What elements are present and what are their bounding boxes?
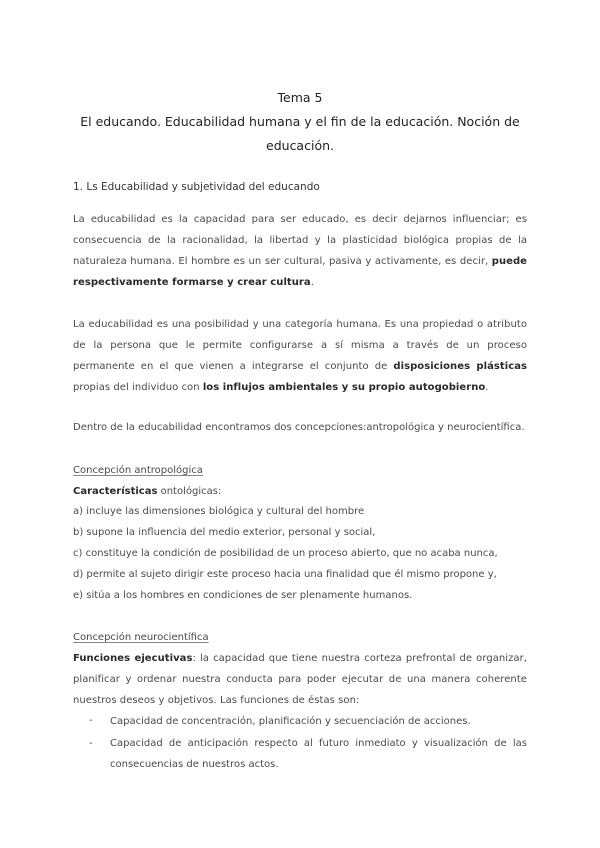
page-title-line1: El educando. Educabilidad humana y el fin de la educación. Noción de	[80, 114, 520, 129]
bullet-dash: -	[89, 715, 93, 726]
characteristics-label	[73, 486, 221, 497]
paragraph-text: : la capacidad que tiene nuestra corteza prefrontal de organizar, planificar y ordenar nuestra conducta para poder ejecutar de una manera coherente nuestros deseos y objetivos. Las funciones de éstas son:	[73, 653, 527, 706]
bullet-item: Capacidad de concentración, planificación y secuenciación de acciones.	[110, 716, 471, 727]
emphasis-text: disposiciones plásticas	[393, 361, 528, 372]
bullet-dash: -	[89, 738, 93, 749]
emphasis-text: Funciones ejecutivas	[73, 653, 193, 664]
label-rest: ontológicas:	[157, 486, 222, 497]
paragraph-text: La educabilidad es la capacidad para ser educado, es decir dejarnos influenciar; es consecuencia de la racionalidad, la libertad y la plasticidad biológica propias de la naturaleza humana. El hombre es un ser cultural, pasiva y activamente, es decir,	[73, 214, 527, 267]
list-item: d) permite al sujeto dirigir este proceso hacia una finalidad que él mismo propone y,	[73, 569, 497, 580]
page-title-line2: educación.	[266, 138, 334, 153]
topic-number: Tema 5	[277, 90, 323, 105]
paragraph-funciones-ejecutivas	[73, 648, 527, 711]
paragraph-text: La educabilidad es una posibilidad y una categoría humana. Es una propiedad o atributo de la persona que le permite configurarse a sí misma a través de un proceso permanente en el que vienen a integrarse el conjunto de	[73, 319, 527, 372]
paragraph-end: .	[485, 382, 489, 393]
section-heading: 1. Ls Educabilidad y subjetividad del educando	[73, 181, 320, 193]
list-item: c) constituye la condición de posibilidad de un proceso abierto, que no acaba nunca,	[73, 548, 498, 559]
list-item: b) supone la influencia del medio exterior, personal y social,	[73, 527, 376, 538]
list-item: a) incluye las dimensiones biológica y cultural del hombre	[73, 506, 365, 517]
paragraph-text: propias del individuo con	[73, 382, 203, 393]
list-item: e) sitúa a los hombres en condiciones de ser plenamente humanos.	[73, 590, 413, 601]
subsection-heading-neurocientifica: Concepción neurocientífica	[73, 632, 209, 643]
emphasis-text: los influjos ambientales y su propio autogobierno	[202, 382, 486, 393]
emphasis-text: Características	[73, 486, 158, 497]
paragraph-end: .	[310, 277, 314, 288]
emphasis-text: puede respectivamente formarse y crear cultura	[73, 256, 527, 288]
subsection-heading-antropologica: Concepción antropológica	[73, 465, 203, 476]
bullet-item: Capacidad de anticipación respecto al futuro inmediato y visualización de las consecuencias de nuestros actos.	[110, 738, 527, 770]
paragraph-educabilidad-category	[73, 314, 527, 398]
paragraph-educabilidad-definition	[73, 209, 527, 293]
paragraph-concepciones: Dentro de la educabilidad encontramos dos concepciones:antropológica y neurocientífica.	[73, 422, 525, 433]
